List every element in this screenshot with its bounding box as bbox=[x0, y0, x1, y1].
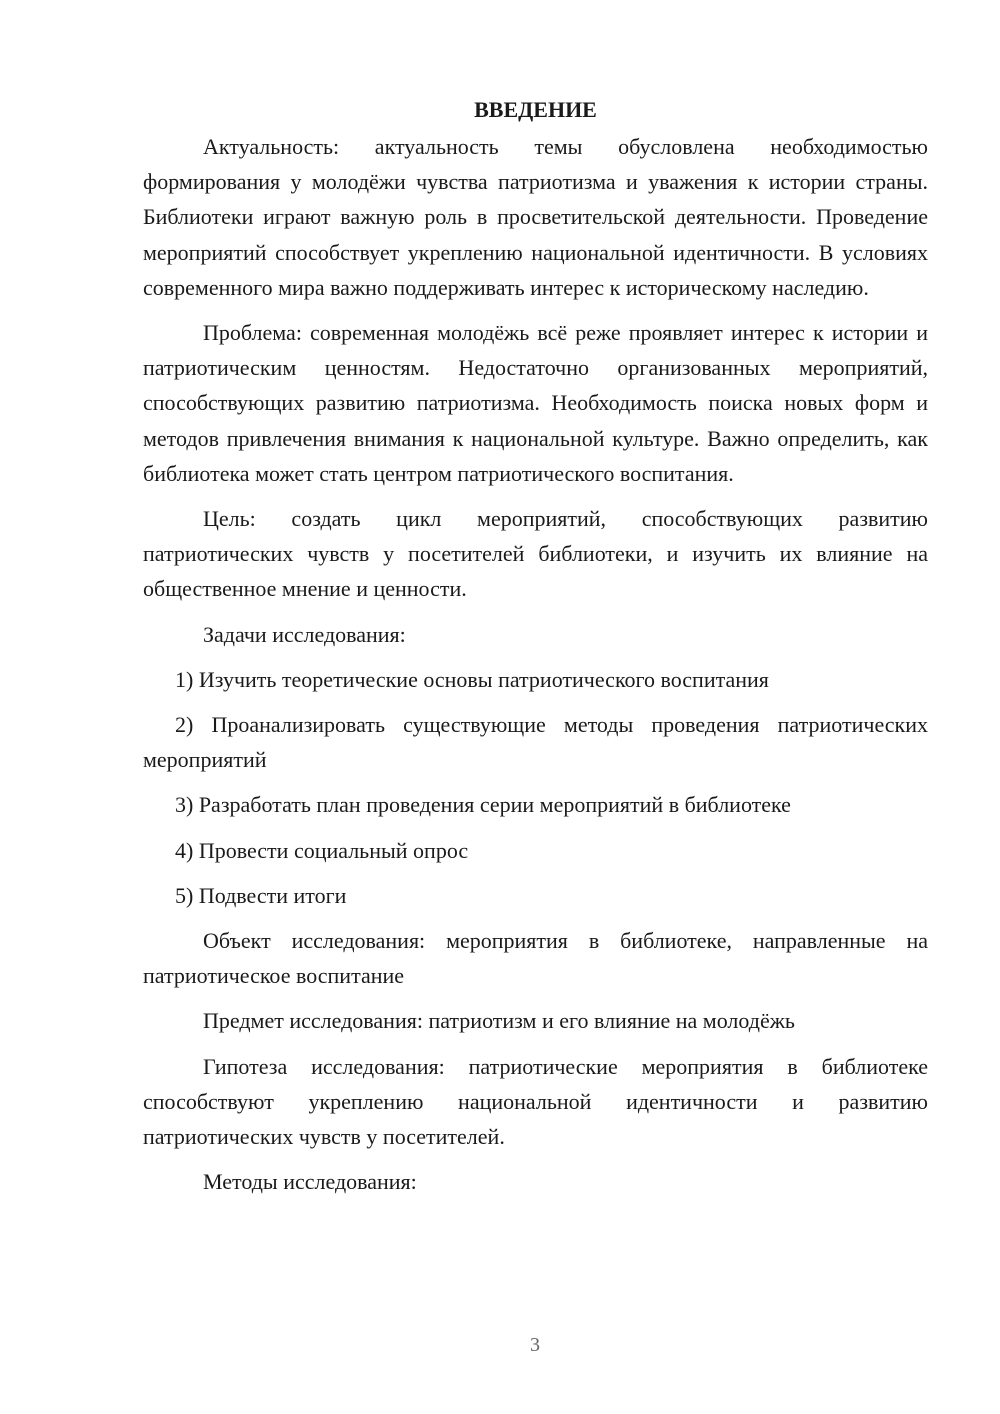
object-paragraph: Объект исследования: мероприятия в библиотеке, направленные на патриотическое воспитание bbox=[143, 928, 928, 989]
task-item-5: 5) Подвести итоги bbox=[175, 882, 347, 908]
goal-paragraph: Цель: создать цикл мероприятий, способствующих развитию патриотических чувств у посетителей библиотеки, и изучить их влияние на общественное мнение и ценности. bbox=[143, 506, 928, 602]
subject-paragraph: Предмет исследования: патриотизм и его влияние на молодёжь bbox=[203, 1008, 795, 1034]
task-item-3: 3) Разработать план проведения серии мероприятий в библиотеке bbox=[175, 792, 791, 818]
task-item-2: 2) Проанализировать существующие методы проведения патриотических мероприятий bbox=[143, 712, 928, 773]
task-item-1: 1) Изучить теоретические основы патриотического воспитания bbox=[175, 666, 769, 692]
task-item-4: 4) Провести социальный опрос bbox=[175, 837, 469, 863]
document-page bbox=[143, 92, 928, 1209]
relevance-paragraph: Актуальность: актуальность темы обусловлена необходимостью формирования у молодёжи чувства патриотизма и уважения к истории страны. Библиотеки играют важную роль в просветительской деятельности. Проведение мероприятий способствует укреплению национальной идентичности. В условиях современного мира важно поддерживать интерес к историческому наследию. bbox=[143, 134, 928, 300]
section-title: ВВЕДЕНИЕ bbox=[474, 97, 597, 122]
problem-paragraph: Проблема: современная молодёжь всё реже проявляет интерес к истории и патриотическим ценностям. Недостаточно организованных мероприятий, способствующих развитию патриотизма. Необходимость поиска новых форм и методов привлечения внимания к национальной культуре. Важно определить, как библиотека может стать центром патриотического воспитания. bbox=[143, 320, 928, 486]
methods-heading: Методы исследования: bbox=[203, 1169, 417, 1195]
tasks-heading: Задачи исследования: bbox=[203, 621, 406, 647]
hypothesis-paragraph: Гипотеза исследования: патриотические мероприятия в библиотеке способствуют укреплению национальной идентичности и развитию патриотических чувств у посетителей. bbox=[143, 1053, 928, 1150]
page-number: 3 bbox=[530, 1334, 540, 1356]
